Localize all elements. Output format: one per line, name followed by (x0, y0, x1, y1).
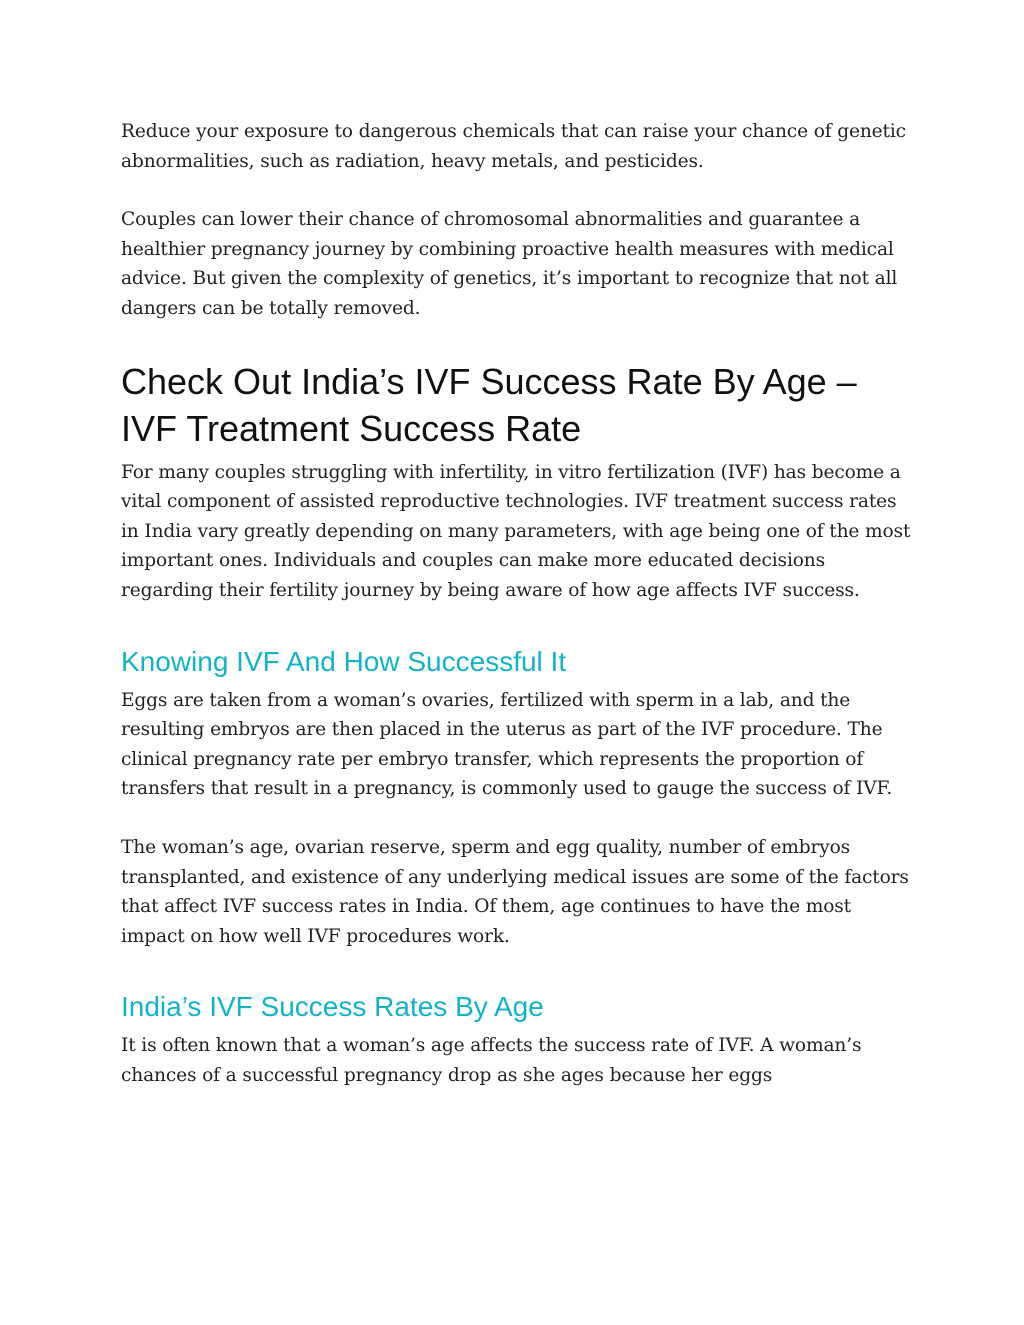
document-page (121, 117, 911, 1090)
paragraph-ivf-intro: For many couples struggling with infertility, in vitro fertilization (IVF) has become a vital component of assisted reproductive technologies. IVF treatment success rates in India vary greatly depending on many parameters, with age being one of the most important ones. Individuals and couples can make more educated decisions regarding their fertility journey by being aware of how age affects IVF success. (121, 461, 911, 601)
heading-ivf-success-rate: Check Out India’s IVF Success Rate By Age – IVF Treatment Success Rate (121, 360, 857, 449)
heading-success-rates-by-age: India’s IVF Success Rates By Age (121, 991, 544, 1023)
paragraph-age-effect: It is often known that a woman’s age affects the success rate of IVF. A woman’s chances of a successful pregnancy drop as she ages because her eggs (121, 1035, 862, 1086)
paragraph-chemical-exposure: Reduce your exposure to dangerous chemicals that can raise your chance of genetic abnormalities, such as radiation, heavy metals, and pesticides. (121, 121, 906, 172)
paragraph-lower-chance: Couples can lower their chance of chromosomal abnormalities and guarantee a healthier pregnancy journey by combining proactive health measures with medical advice. But given the complexity of genetics, it’s important to recognize that not all dangers can be totally removed. (121, 209, 898, 319)
paragraph-ivf-procedure: Eggs are taken from a woman’s ovaries, fertilized with sperm in a lab, and the resulting embryos are then placed in the uterus as part of the IVF procedure. The clinical pregnancy rate per embryo transfer, which represents the proportion of transfers that result in a pregnancy, is commonly used to gauge the success of IVF. (121, 689, 893, 800)
paragraph-ivf-factors: The woman’s age, ovarian reserve, sperm and egg quality, number of embryos transplanted, and existence of any underlying medical issues are some of the factors that affect IVF success rates in India. Of them, age continues to have the most impact on how well IVF procedures work. (121, 836, 909, 947)
heading-knowing-ivf: Knowing IVF And How Successful It (121, 645, 567, 677)
